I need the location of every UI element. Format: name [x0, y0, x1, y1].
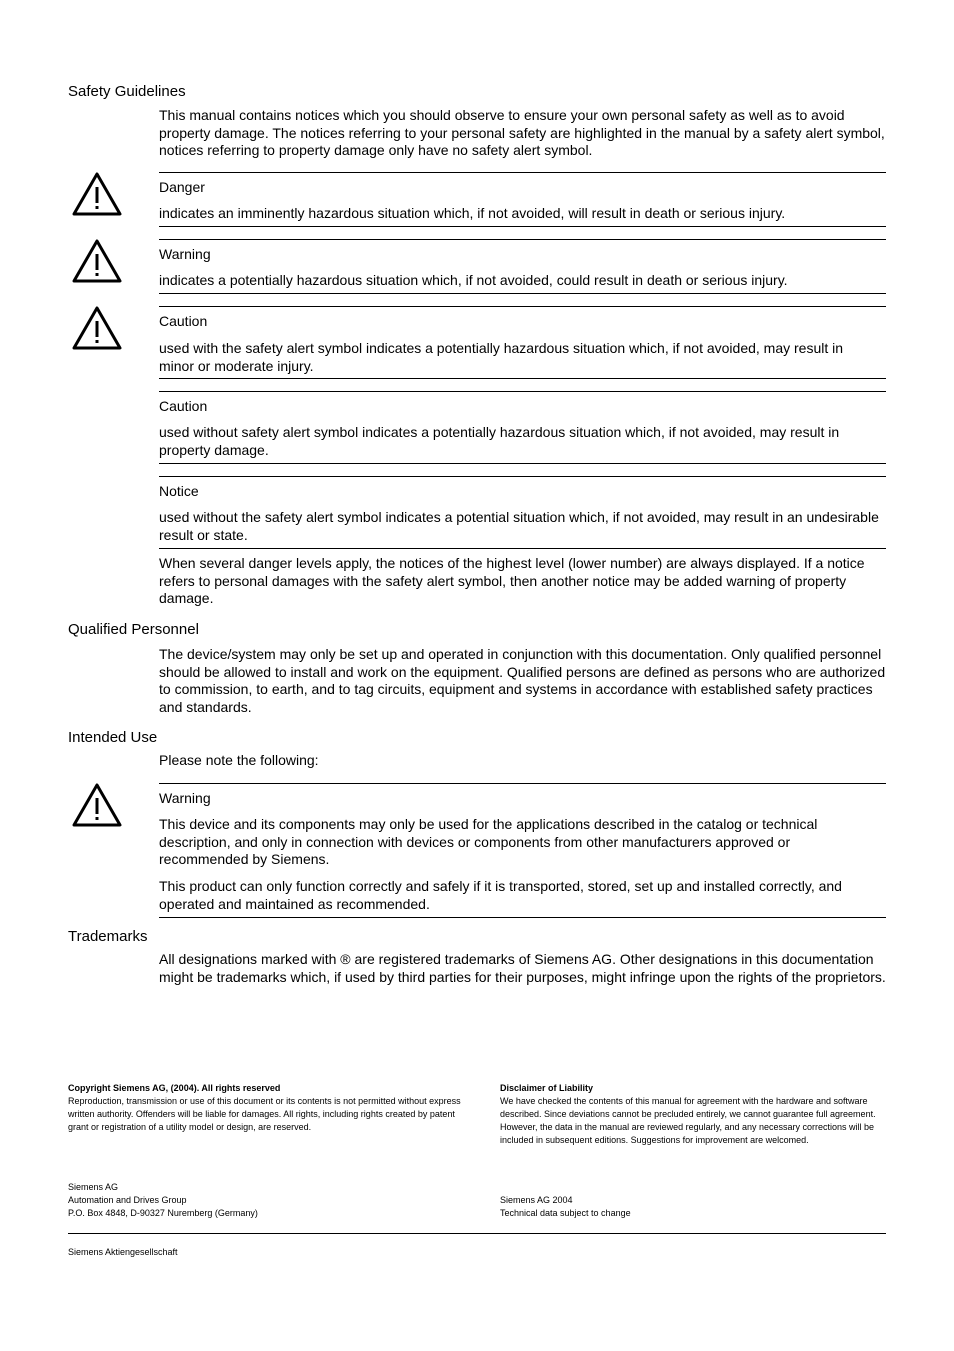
notice-bottom-rule	[159, 293, 886, 294]
address-line: Automation and Drives Group	[68, 1195, 187, 1205]
notice-text: used without safety alert symbol indicates a potentially hazardous situation which, if not avoided, may result in property damage.	[159, 424, 840, 458]
warning-triangle-icon	[71, 238, 123, 284]
notice-bottom-rule	[159, 378, 886, 379]
notice-text: used with the safety alert symbol indicates a potentially hazardous situation which, if not avoided, may result in minor or moderate injury.	[159, 340, 844, 374]
safety-intro-text: This manual contains notices which you should observe to ensure your own personal safety as well as to avoid property damage. The notices referring to your personal safety are highlighted in the manual by a safety alert symbol, notices referring to property damage only have no safety alert symbol.	[159, 107, 885, 159]
notice-title: Notice	[159, 483, 199, 499]
danger-levels-text: When several danger levels apply, the notices of the highest level (lower number) are always displayed. If a notice refers to personal damages with the safety alert symbol, then another notice may be added warning of property damage.	[159, 555, 865, 607]
notice-top-rule	[159, 306, 886, 307]
address-line: P.O. Box 4848, D-90327 Nuremberg (Germany)	[68, 1208, 258, 1218]
edition-line: Siemens AG 2004	[500, 1195, 573, 1205]
copyright-block	[68, 1082, 468, 1134]
disclaimer-block	[500, 1082, 885, 1147]
notice-top-rule	[159, 239, 886, 240]
notice-text: used without the safety alert symbol indicates a potential situation which, if not avoided, may result in an undesirable result or state.	[159, 509, 879, 543]
copyright-title: Copyright Siemens AG, (2004). All rights reserved	[68, 1083, 281, 1093]
notice-bottom-rule	[159, 548, 886, 549]
address-line: Siemens AG	[68, 1182, 119, 1192]
trademarks-text: All designations marked with ® are registered trademarks of Siemens AG. Other designations in this documentation might be trademarks which, if used by third parties for their purposes, might infringe upon the rights of the proprietors.	[159, 951, 886, 985]
warning-triangle-icon	[71, 305, 123, 351]
notice-title: Danger	[159, 179, 205, 195]
notice-bottom-rule	[159, 917, 886, 918]
intended-use-heading: Intended Use	[68, 729, 158, 746]
notice-top-rule	[159, 476, 886, 477]
notice-bottom-rule	[159, 463, 886, 464]
copyright-text: Reproduction, transmission or use of this document or its contents is not permitted without express written authority. Offenders will be liable for damages. All rights, including rights created by patent grant or registration of a utility model or design, are reserved.	[68, 1096, 461, 1132]
disclaimer-text: We have checked the contents of this manual for agreement with the hardware and software described. Since deviations cannot be precluded entirely, we cannot guarantee full agreement. However, the data in the manual are reviewed regularly, and any necessary corrections will be included in subsequent editions. Suggestions for improvement are welcomed.	[500, 1096, 876, 1145]
notice-top-rule	[159, 172, 886, 173]
qualified-personnel-heading: Qualified Personnel	[68, 621, 199, 638]
notice-top-rule	[159, 783, 886, 784]
intended-use-intro: Please note the following:	[159, 752, 319, 768]
notice-text-secondary: This product can only function correctly and safely if it is transported, stored, set up and installed correctly, and operated and maintained as recommended.	[159, 878, 842, 912]
footer-rule	[68, 1233, 886, 1234]
edition-block	[500, 1194, 885, 1220]
qualified-personnel-text: The device/system may only be set up and operated in conjunction with this documentation. Only qualified personnel should be allowed to install and work on the equipment. Qualified persons are defined as persons who are authorized to commission, to earth, and to tag circuits, equipment and systems in accordance with established safety practices and standards.	[159, 646, 886, 715]
address-block	[68, 1181, 468, 1220]
safety-guidelines-heading: Safety Guidelines	[68, 83, 186, 100]
notice-title: Warning	[159, 790, 211, 806]
notice-top-rule	[159, 391, 886, 392]
notice-text: This device and its components may only be used for the applications described in the catalog or technical description, and only in connection with devices or components from other manufacturers approved or recommended by Siemens.	[159, 816, 818, 868]
notice-bottom-rule	[159, 226, 886, 227]
notice-title: Warning	[159, 246, 211, 262]
notice-title: Caution	[159, 398, 208, 414]
warning-triangle-icon	[71, 782, 123, 828]
notice-text: indicates a potentially hazardous situation which, if not avoided, could result in death or serious injury.	[159, 272, 788, 288]
trademarks-heading: Trademarks	[68, 928, 148, 945]
notice-title: Caution	[159, 313, 208, 329]
warning-triangle-icon	[71, 171, 123, 217]
notice-text: indicates an imminently hazardous situation which, if not avoided, will result in death or serious injury.	[159, 205, 786, 221]
company-name: Siemens Aktiengesellschaft	[68, 1247, 178, 1257]
technical-data-line: Technical data subject to change	[500, 1208, 631, 1218]
disclaimer-title: Disclaimer of Liability	[500, 1083, 594, 1093]
